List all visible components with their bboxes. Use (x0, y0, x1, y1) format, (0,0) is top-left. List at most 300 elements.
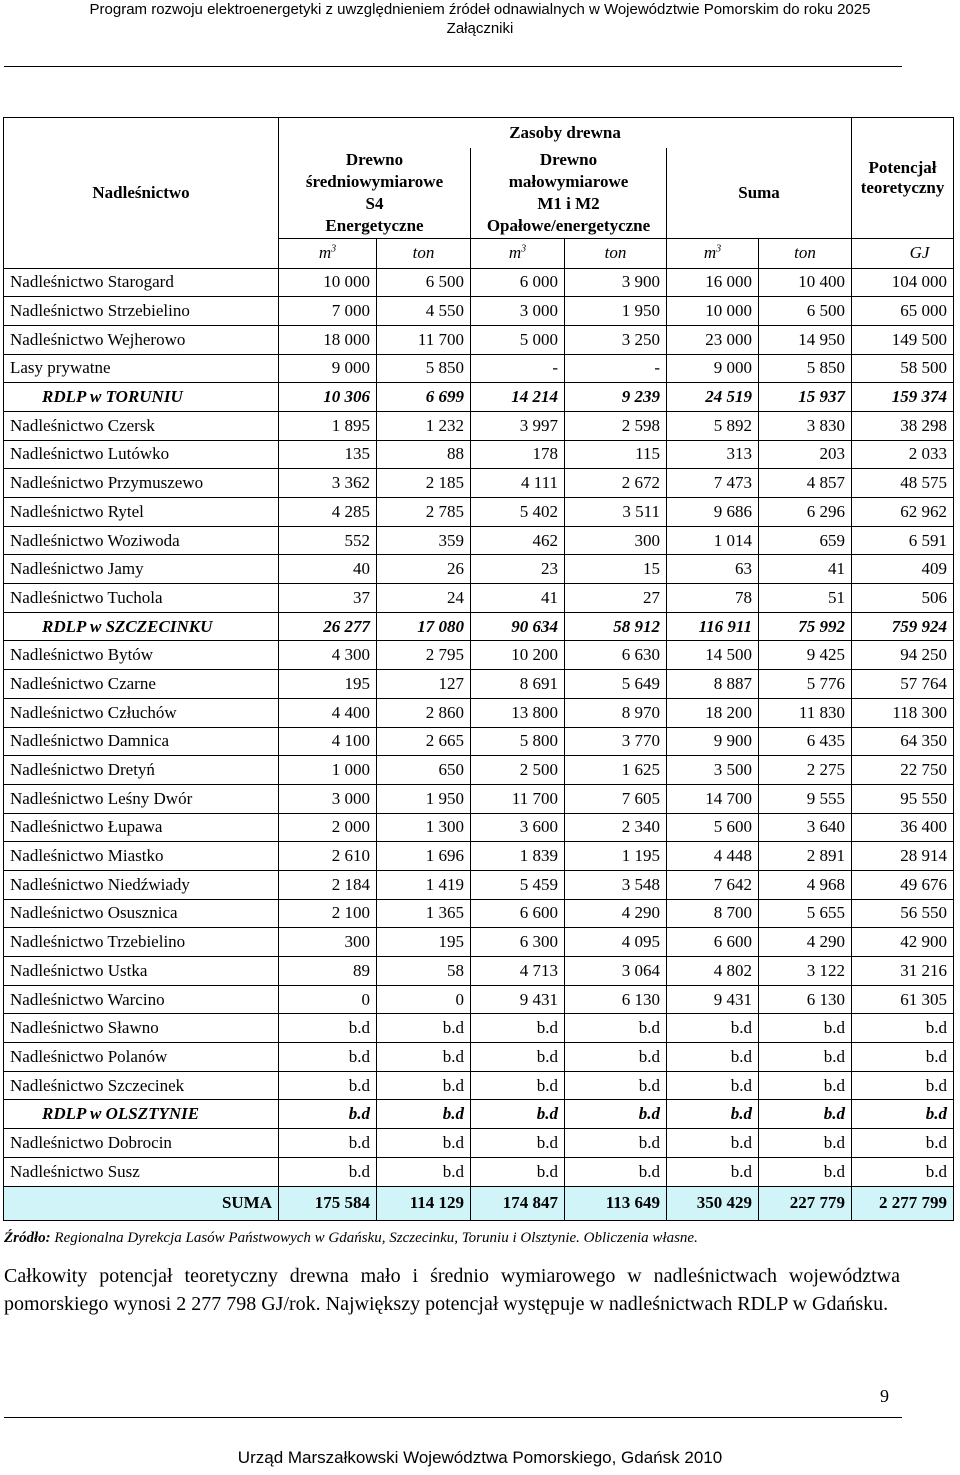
row-value: 6 591 (852, 526, 954, 555)
row-name: Nadleśnictwo Przymuszewo (4, 469, 279, 498)
row-value: 1 625 (565, 756, 667, 785)
table-body (4, 268, 954, 1220)
row-name: Nadleśnictwo Dobrocin (4, 1129, 279, 1158)
table-row (4, 498, 954, 527)
row-value: 1 300 (377, 813, 471, 842)
table-row (4, 1071, 954, 1100)
row-value: b.d (565, 1014, 667, 1043)
row-value: 2 340 (565, 813, 667, 842)
row-value: 2 795 (377, 641, 471, 670)
row-value: 10 400 (759, 268, 852, 297)
row-value: b.d (377, 1157, 471, 1186)
row-value: b.d (279, 1014, 377, 1043)
suma-row (4, 1186, 954, 1220)
row-value: b.d (279, 1071, 377, 1100)
row-value: 10 306 (279, 383, 377, 412)
row-value: 10 000 (279, 268, 377, 297)
row-value: 7 000 (279, 297, 377, 326)
col-suma: Suma (667, 148, 852, 239)
table-row (4, 1129, 954, 1158)
suma-value: 174 847 (471, 1186, 565, 1220)
row-value: 58 (377, 957, 471, 986)
row-value: 6 600 (667, 928, 759, 957)
row-value: 5 402 (471, 498, 565, 527)
row-value: b.d (667, 1129, 759, 1158)
row-value: 2 184 (279, 870, 377, 899)
row-name: RDLP w SZCZECINKU (4, 612, 279, 641)
header-subtitle: Załączniki (446, 20, 514, 37)
row-value: 9 431 (471, 985, 565, 1014)
row-value: 4 290 (759, 928, 852, 957)
row-value: 18 000 (279, 325, 377, 354)
row-value: 6 630 (565, 641, 667, 670)
row-value: b.d (377, 1071, 471, 1100)
row-value: 63 (667, 555, 759, 584)
col-nadlesnictwo: Nadleśnictwo (4, 118, 279, 269)
row-value: 4 448 (667, 842, 759, 871)
row-name: Nadleśnictwo Szczecinek (4, 1071, 279, 1100)
source-label: Źródło: (4, 1230, 51, 1246)
col-drewno-srednio: Drewno średniowymiarowe S4 Energetyczne (279, 148, 471, 239)
row-value: 506 (852, 584, 954, 613)
table-row (4, 641, 954, 670)
row-value: 89 (279, 957, 377, 986)
row-value: 16 000 (667, 268, 759, 297)
row-value: 6 000 (471, 268, 565, 297)
table-row (4, 670, 954, 699)
row-value: 6 699 (377, 383, 471, 412)
row-value: 14 214 (471, 383, 565, 412)
row-value: 14 700 (667, 784, 759, 813)
row-value: 42 900 (852, 928, 954, 957)
row-value: 64 350 (852, 727, 954, 756)
row-value: b.d (279, 1043, 377, 1072)
row-value: - (471, 354, 565, 383)
row-value: 1 696 (377, 842, 471, 871)
unit-ton: ton (565, 238, 667, 268)
row-name: Nadleśnictwo Bytów (4, 641, 279, 670)
row-value: 462 (471, 526, 565, 555)
row-value: 9 000 (667, 354, 759, 383)
summary-paragraph: Całkowity potencjał teoretyczny drewna mało i średnio wymiarowego w nadleśnictwach województwa pomorskiego wynosi 2 277 798 GJ/rok. Największy potencjał występuje w nadleśnictwach RDLP w Gdańsku. (4, 1265, 900, 1315)
row-value: 6 296 (759, 498, 852, 527)
table-row (4, 469, 954, 498)
table-row (4, 297, 954, 326)
table-row (4, 957, 954, 986)
row-value: 1 232 (377, 411, 471, 440)
row-value: 78 (667, 584, 759, 613)
row-value: 3 500 (667, 756, 759, 785)
row-value: 4 290 (565, 899, 667, 928)
row-value: b.d (852, 1157, 954, 1186)
row-value: b.d (565, 1157, 667, 1186)
row-value: 22 750 (852, 756, 954, 785)
table-row (4, 1014, 954, 1043)
row-value: 8 970 (565, 698, 667, 727)
row-value: 313 (667, 440, 759, 469)
row-value: 3 064 (565, 957, 667, 986)
row-value: 41 (471, 584, 565, 613)
table-header (4, 118, 954, 269)
row-value: 195 (377, 928, 471, 957)
table-row (4, 870, 954, 899)
row-value: 14 500 (667, 641, 759, 670)
row-name: Nadleśnictwo Człuchów (4, 698, 279, 727)
row-value: 8 887 (667, 670, 759, 699)
row-value: 1 195 (565, 842, 667, 871)
row-value: b.d (471, 1157, 565, 1186)
row-name: RDLP w TORUNIU (4, 383, 279, 412)
row-value: 1 839 (471, 842, 565, 871)
page-number: 9 (880, 1386, 889, 1406)
row-name: Nadleśnictwo Sławno (4, 1014, 279, 1043)
row-value: 409 (852, 555, 954, 584)
row-value: b.d (279, 1129, 377, 1158)
row-name: Nadleśnictwo Leśny Dwór (4, 784, 279, 813)
row-value: b.d (565, 1071, 667, 1100)
row-value: b.d (759, 1129, 852, 1158)
row-value: b.d (565, 1129, 667, 1158)
row-value: 3 830 (759, 411, 852, 440)
row-name: Nadleśnictwo Miastko (4, 842, 279, 871)
table-row (4, 928, 954, 957)
row-value: 65 000 (852, 297, 954, 326)
row-name: Nadleśnictwo Rytel (4, 498, 279, 527)
row-value: 0 (279, 985, 377, 1014)
row-value: 24 519 (667, 383, 759, 412)
row-value: 1 000 (279, 756, 377, 785)
row-name: Nadleśnictwo Susz (4, 1157, 279, 1186)
row-value: b.d (759, 1100, 852, 1129)
row-value: 13 800 (471, 698, 565, 727)
row-value: 9 900 (667, 727, 759, 756)
row-value: 5 649 (565, 670, 667, 699)
row-value: 11 830 (759, 698, 852, 727)
row-name: Nadleśnictwo Damnica (4, 727, 279, 756)
table-row (4, 584, 954, 613)
row-value: 9 431 (667, 985, 759, 1014)
row-value: b.d (667, 1157, 759, 1186)
row-value: b.d (852, 1129, 954, 1158)
suma-value: 113 649 (565, 1186, 667, 1220)
row-value: 15 937 (759, 383, 852, 412)
row-value: b.d (471, 1129, 565, 1158)
row-value: 4 111 (471, 469, 565, 498)
table-row (4, 899, 954, 928)
row-value: 5 776 (759, 670, 852, 699)
row-value: 104 000 (852, 268, 954, 297)
row-value: 41 (759, 555, 852, 584)
row-value: b.d (852, 1100, 954, 1129)
row-value: 5 459 (471, 870, 565, 899)
row-name: Nadleśnictwo Trzebielino (4, 928, 279, 957)
suma-value: 227 779 (759, 1186, 852, 1220)
row-value: b.d (759, 1043, 852, 1072)
row-value: 203 (759, 440, 852, 469)
row-value: 3 770 (565, 727, 667, 756)
row-value: 4 095 (565, 928, 667, 957)
unit-ton: ton (377, 238, 471, 268)
row-value: b.d (667, 1014, 759, 1043)
row-value: b.d (377, 1129, 471, 1158)
table-row (4, 440, 954, 469)
row-value: 18 200 (667, 698, 759, 727)
header-title: Program rozwoju elektroenergetyki z uwzględnieniem źródeł odnawialnych w Województwie Pomorskim do roku 2025 (89, 1, 871, 18)
row-name: Nadleśnictwo Niedźwiady (4, 870, 279, 899)
row-name: Nadleśnictwo Tuchola (4, 584, 279, 613)
col-zasoby-drewna: Zasoby drewna (279, 118, 852, 148)
row-name: Nadleśnictwo Czersk (4, 411, 279, 440)
row-value: b.d (565, 1100, 667, 1129)
row-value: 62 962 (852, 498, 954, 527)
source-note (4, 1230, 698, 1247)
row-value: 149 500 (852, 325, 954, 354)
row-value: b.d (852, 1043, 954, 1072)
row-name: Nadleśnictwo Ustka (4, 957, 279, 986)
table-row (4, 985, 954, 1014)
row-name: Nadleśnictwo Osusznica (4, 899, 279, 928)
row-value: 2 185 (377, 469, 471, 498)
table-row (4, 813, 954, 842)
row-value: 3 000 (279, 784, 377, 813)
row-value: 3 600 (471, 813, 565, 842)
row-value: 1 365 (377, 899, 471, 928)
row-value: 5 850 (759, 354, 852, 383)
row-value: 1 419 (377, 870, 471, 899)
row-value: 4 857 (759, 469, 852, 498)
row-value: 178 (471, 440, 565, 469)
row-value: 23 (471, 555, 565, 584)
row-value: 1 895 (279, 411, 377, 440)
row-name: Lasy prywatne (4, 354, 279, 383)
row-value: b.d (667, 1043, 759, 1072)
row-value: 3 122 (759, 957, 852, 986)
table-row (4, 1157, 954, 1186)
row-value: 11 700 (377, 325, 471, 354)
row-value: 2 033 (852, 440, 954, 469)
row-value: 58 500 (852, 354, 954, 383)
row-value: 2 665 (377, 727, 471, 756)
page-header (0, 0, 960, 38)
row-value: 2 275 (759, 756, 852, 785)
row-value: 2 610 (279, 842, 377, 871)
row-value: 75 992 (759, 612, 852, 641)
row-value: 57 764 (852, 670, 954, 699)
row-value: 5 655 (759, 899, 852, 928)
row-value: 6 130 (565, 985, 667, 1014)
row-value: 40 (279, 555, 377, 584)
row-value: 36 400 (852, 813, 954, 842)
row-value: 6 300 (471, 928, 565, 957)
row-value: 7 473 (667, 469, 759, 498)
row-value: 56 550 (852, 899, 954, 928)
table-row (4, 526, 954, 555)
row-value: 9 686 (667, 498, 759, 527)
row-value: 6 500 (759, 297, 852, 326)
row-value: 15 (565, 555, 667, 584)
row-value: 159 374 (852, 383, 954, 412)
row-value: 4 285 (279, 498, 377, 527)
row-value: 4 400 (279, 698, 377, 727)
row-value: 1 950 (377, 784, 471, 813)
row-value: 2 100 (279, 899, 377, 928)
row-value: b.d (565, 1043, 667, 1072)
unit-m3: $m^3$ (279, 238, 377, 268)
row-value: 9 555 (759, 784, 852, 813)
table-row (4, 727, 954, 756)
row-value: 9 239 (565, 383, 667, 412)
suma-value: 2 277 799 (852, 1186, 954, 1220)
row-value: 3 000 (471, 297, 565, 326)
unit-gj: GJ (852, 238, 954, 268)
row-value: b.d (377, 1100, 471, 1129)
row-value: 300 (279, 928, 377, 957)
row-value: 3 250 (565, 325, 667, 354)
row-value: 1 950 (565, 297, 667, 326)
row-value: 0 (377, 985, 471, 1014)
row-value: 2 500 (471, 756, 565, 785)
row-value: 5 000 (471, 325, 565, 354)
row-name: Nadleśnictwo Strzebielino (4, 297, 279, 326)
suma-value: 114 129 (377, 1186, 471, 1220)
row-value: 3 900 (565, 268, 667, 297)
row-value: 115 (565, 440, 667, 469)
row-value: 9 425 (759, 641, 852, 670)
unit-m3: $m^3$ (471, 238, 565, 268)
rdlp-row (4, 383, 954, 412)
footer-divider (4, 1417, 902, 1418)
table-row (4, 756, 954, 785)
row-value: 2 891 (759, 842, 852, 871)
table-row (4, 325, 954, 354)
row-value: 118 300 (852, 698, 954, 727)
row-value: 3 997 (471, 411, 565, 440)
row-value: b.d (279, 1157, 377, 1186)
row-value: b.d (759, 1157, 852, 1186)
row-value: 659 (759, 526, 852, 555)
page-footer: Urząd Marszałkowski Województwa Pomorskiego, Gdańsk 2010 (237, 1448, 723, 1467)
row-value: 3 511 (565, 498, 667, 527)
row-value: 3 640 (759, 813, 852, 842)
row-value: 6 130 (759, 985, 852, 1014)
row-value: 2 000 (279, 813, 377, 842)
row-name: Nadleśnictwo Łupawa (4, 813, 279, 842)
col-drewno-malo: Drewno małowymiarowe M1 i M2 Opałowe/energetyczne (471, 148, 667, 239)
header-divider (4, 66, 902, 67)
row-value: 135 (279, 440, 377, 469)
row-value: 8 691 (471, 670, 565, 699)
row-value: b.d (667, 1100, 759, 1129)
row-value: 61 305 (852, 985, 954, 1014)
row-value: 6 500 (377, 268, 471, 297)
row-value: 38 298 (852, 411, 954, 440)
table-row (4, 698, 954, 727)
row-value: 49 676 (852, 870, 954, 899)
row-value: 2 672 (565, 469, 667, 498)
row-name: Nadleśnictwo Polanów (4, 1043, 279, 1072)
row-value: b.d (471, 1071, 565, 1100)
row-value: 4 550 (377, 297, 471, 326)
row-value: 2 860 (377, 698, 471, 727)
suma-value: 175 584 (279, 1186, 377, 1220)
row-value: b.d (759, 1014, 852, 1043)
row-value: 5 850 (377, 354, 471, 383)
row-value: 359 (377, 526, 471, 555)
row-value: b.d (667, 1071, 759, 1100)
table-row (4, 268, 954, 297)
row-value: 3 362 (279, 469, 377, 498)
table-row (4, 555, 954, 584)
row-value: 5 800 (471, 727, 565, 756)
row-value: 6 600 (471, 899, 565, 928)
row-value: 27 (565, 584, 667, 613)
row-value: 9 000 (279, 354, 377, 383)
row-value: 552 (279, 526, 377, 555)
row-value: 58 912 (565, 612, 667, 641)
wood-resources-table (3, 117, 954, 1221)
unit-ton: ton (759, 238, 852, 268)
row-value: 195 (279, 670, 377, 699)
row-value: 11 700 (471, 784, 565, 813)
row-value: 3 548 (565, 870, 667, 899)
row-name: Nadleśnictwo Wejherowo (4, 325, 279, 354)
row-value: 28 914 (852, 842, 954, 871)
rdlp-row (4, 1100, 954, 1129)
row-value: 2 598 (565, 411, 667, 440)
row-value: 8 700 (667, 899, 759, 928)
table-row (4, 842, 954, 871)
row-value: 94 250 (852, 641, 954, 670)
row-value: 4 300 (279, 641, 377, 670)
row-value: 26 277 (279, 612, 377, 641)
row-value: 650 (377, 756, 471, 785)
row-value: - (565, 354, 667, 383)
row-value: 5 892 (667, 411, 759, 440)
row-value: b.d (471, 1014, 565, 1043)
row-value: 23 000 (667, 325, 759, 354)
row-value: 48 575 (852, 469, 954, 498)
suma-value: 350 429 (667, 1186, 759, 1220)
row-name: Nadleśnictwo Czarne (4, 670, 279, 699)
table-row (4, 411, 954, 440)
row-name: Nadleśnictwo Lutówko (4, 440, 279, 469)
row-value: 51 (759, 584, 852, 613)
row-value: b.d (377, 1043, 471, 1072)
row-value: 37 (279, 584, 377, 613)
col-potencjal: Potencjał teoretyczny (852, 118, 954, 239)
source-text: Regionalna Dyrekcja Lasów Państwowych w Gdańsku, Szczecinku, Toruniu i Olsztynie. Obliczenia własne. (50, 1230, 698, 1246)
suma-label: SUMA (4, 1186, 279, 1220)
row-value: b.d (279, 1100, 377, 1129)
row-value: 17 080 (377, 612, 471, 641)
row-name: Nadleśnictwo Jamy (4, 555, 279, 584)
row-value: 4 968 (759, 870, 852, 899)
row-value: 127 (377, 670, 471, 699)
row-value: 300 (565, 526, 667, 555)
row-value: 1 014 (667, 526, 759, 555)
row-value: 4 100 (279, 727, 377, 756)
row-value: 14 950 (759, 325, 852, 354)
row-value: 26 (377, 555, 471, 584)
row-value: 88 (377, 440, 471, 469)
row-value: 6 435 (759, 727, 852, 756)
row-name: Nadleśnictwo Starogard (4, 268, 279, 297)
row-value: 7 605 (565, 784, 667, 813)
row-value: 4 713 (471, 957, 565, 986)
row-value: 90 634 (471, 612, 565, 641)
row-value: 2 785 (377, 498, 471, 527)
row-value: 4 802 (667, 957, 759, 986)
